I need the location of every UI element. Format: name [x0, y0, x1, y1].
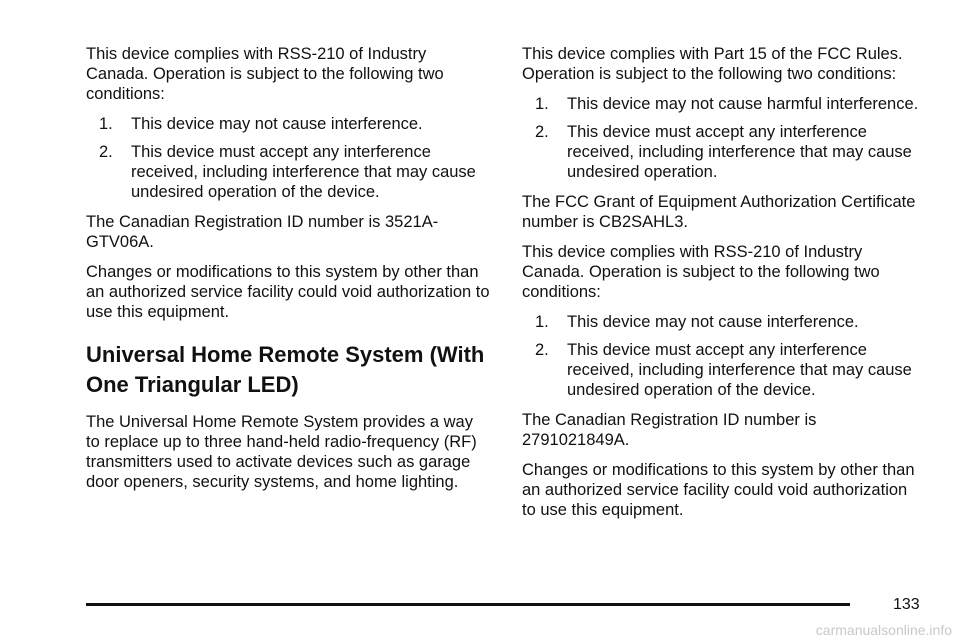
paragraph: This device complies with RSS-210 of Industry Canada. Operation is subject to the following two conditions: [86, 45, 444, 103]
paragraph: Changes or modifications to this system by other than an authorized service facility could void authorization to use this equipment. [86, 263, 490, 321]
paragraph: The Universal Home Remote System provides a way to replace up to three hand-held radio-frequency (RF) transmitters used to activate devices such as garage door openers, security systems, and home lighting. [86, 413, 477, 491]
conditions-list [522, 94, 922, 182]
paragraph: This device complies with Part 15 of the FCC Rules. Operation is subject to the following two conditions: [522, 45, 903, 83]
left-column [86, 44, 491, 502]
conditions-list [86, 114, 491, 202]
list-item: 1. This device may not cause interference. [99, 115, 423, 133]
paragraph: Changes or modifications to this system by other than an authorized service facility could void authorization to use this equipment. [522, 461, 915, 519]
list-item: 2. This device must accept any interference received, including interference that may cause undesired operation. [535, 123, 912, 181]
section-heading: Universal Home Remote System (With One Triangular LED) [86, 342, 485, 397]
paragraph: The FCC Grant of Equipment Authorization Certificate number is CB2SAHL3. [522, 193, 916, 231]
paragraph: The Canadian Registration ID number is 3521A-GTV06A. [86, 213, 439, 251]
list-item: 2. This device must accept any interference received, including interference that may cause undesired operation of the device. [99, 143, 476, 201]
footer-rule [86, 603, 850, 606]
list-item: 2. This device must accept any interference received, including interference that may cause undesired operation of the device. [535, 341, 912, 399]
paragraph: The Canadian Registration ID number is 2791021849A. [522, 411, 817, 449]
watermark: carmanualsonline.info [815, 622, 952, 638]
list-item: 1. This device may not cause interference. [535, 313, 859, 331]
right-column [522, 44, 922, 530]
list-item: 1. This device may not cause harmful interference. [535, 95, 919, 113]
paragraph: This device complies with RSS-210 of Industry Canada. Operation is subject to the following two conditions: [522, 243, 880, 301]
page-number: 133 [893, 596, 920, 613]
conditions-list [522, 312, 922, 400]
